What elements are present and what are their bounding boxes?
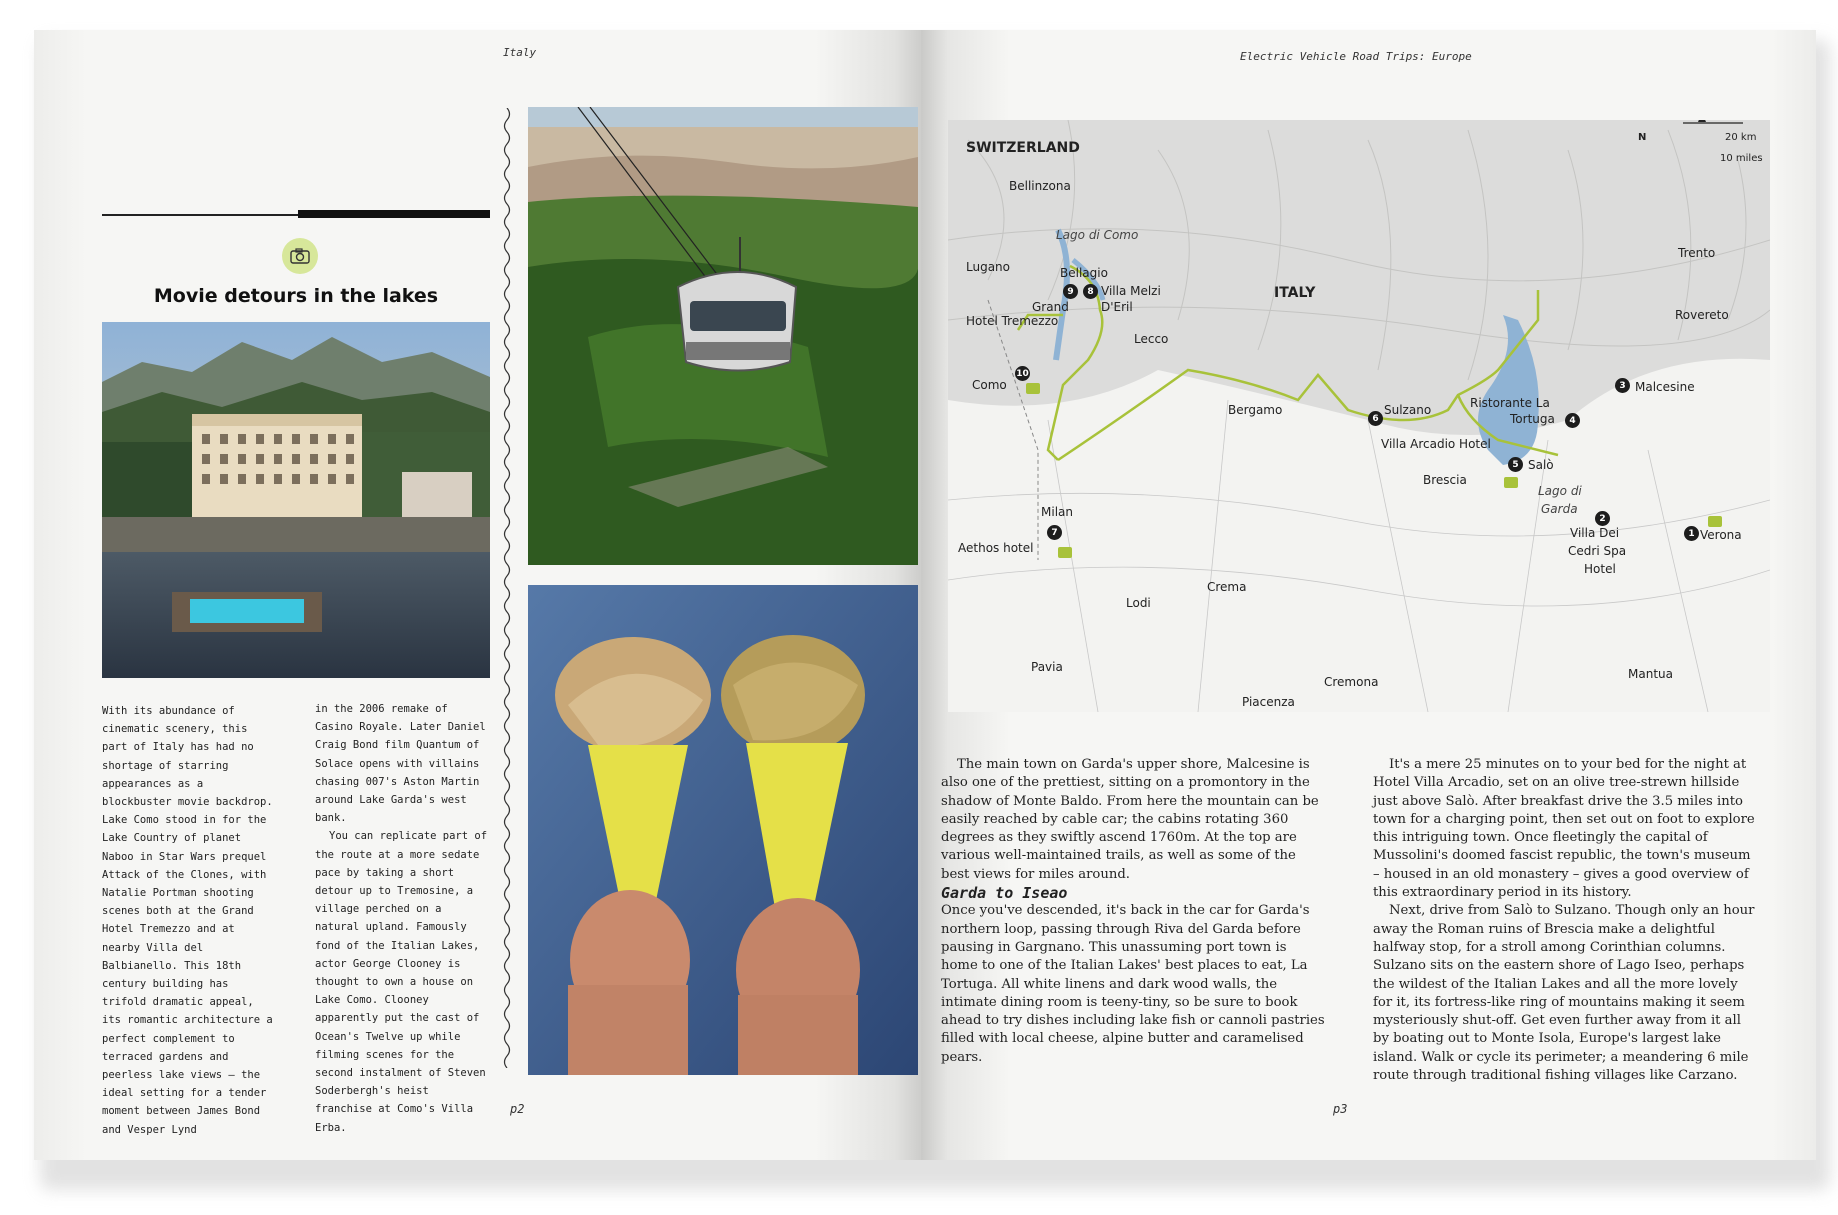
ev-charger-icon (1058, 547, 1072, 558)
map-stop-marker: 7 (1047, 525, 1062, 540)
map-label-lake: Lago di Como (1056, 228, 1139, 242)
cable-car-photo (528, 107, 918, 565)
map-place: Villa Melzi (1101, 284, 1161, 298)
map-place: Bellagio (1060, 266, 1108, 280)
map-place: Grand (1032, 300, 1069, 314)
map-stop-marker: 2 (1595, 511, 1610, 526)
section-subhead: Garda to Iseao (941, 884, 1068, 903)
ev-charger-icon (1708, 516, 1722, 527)
map-place: Lecco (1134, 332, 1169, 346)
north-arrow-icon (1698, 120, 1706, 122)
running-head-right: Electric Vehicle Road Trips: Europe (1240, 50, 1472, 63)
map-scale-km: 20 km (1725, 132, 1757, 143)
map-stop-marker: 9 (1063, 284, 1078, 299)
map-place: Crema (1207, 580, 1247, 594)
map-place: Como (972, 378, 1007, 392)
map-stop-marker: 4 (1565, 413, 1580, 428)
body-column-2 (1373, 756, 1758, 1085)
body-column-1 (941, 756, 1326, 1067)
map-place: Sulzano (1384, 403, 1432, 417)
gelato-photo (528, 585, 918, 1075)
body-paragraph: The main town on Garda's upper shore, Malcesine is also one of the prettiest, sitting on a promontory in the shadow of Monte Baldo. From here the mountain can be easily reached by cable car; the cabins rotating 360 degrees as they swiftly ascend 1760m. At the top are various well-maintained trails, as well as some of the best views for miles around. (941, 757, 1319, 882)
map-place: Aethos hotel (958, 541, 1034, 555)
map-stop-marker: 6 (1368, 411, 1383, 426)
map-stop-marker: 1 (1684, 526, 1699, 541)
camera-icon (282, 238, 318, 274)
map-place: Rovereto (1675, 308, 1729, 322)
map-stop-marker: 5 (1508, 457, 1523, 472)
map-label-lake: Lago di (1538, 484, 1582, 498)
map-place: Villa Arcadio Hotel (1381, 437, 1491, 451)
body-paragraph: Once you've descended, it's back in the car for Garda's northern loop, passing through Riva del Garda before pausing in Gargnano. This unassuming port town is home to one of the Italian Lakes' best places to eat, La Tortuga. All white linens and dark wood walls, the intimate dining room is teeny-tiny, so be sure to book ahead to try dishes including lake fish or cannoli pastries filled with local cheese, alpine butter and caramelised pears. (941, 903, 1325, 1065)
map-place: Pavia (1031, 660, 1063, 674)
map-place: Bellinzona (1009, 179, 1071, 193)
sidebar-rule (102, 210, 490, 218)
sidebar-paragraph: You can replicate part of the route at a more sedate pace by taking a short detour up to Tremosine, a village perched on a natural upland. Famously fond of the Italian Lakes, actor George Clooney is thought to own a house on Lake Como. Clooney apparently put the cast of Ocean's Twelve up while filming scenes for the second instalment of Steven Soderbergh's heist franchise at Como's Villa Erba. (315, 830, 488, 1134)
map-place: Trento (1678, 246, 1716, 260)
sidebar-paragraph: With its abundance of cinematic scenery, this part of Italy has had no shortage of starring appearances as a blockbuster movie backdrop. Lake Como stood in for the Lake Country of planet Naboo in Star Wars prequel Attack of the Clones, with Natalie Portman shooting scenes both at the Grand Hotel Tremezzo and at nearby Villa del Balbianello. This 18th century building has trifold dramatic appeal, its romantic architecture a perfect complement to terraced gardens and peerless lake views – the ideal setting for a tender moment between James Bond and Vesper Lynd (102, 705, 273, 1136)
ev-charger-icon (1026, 383, 1040, 394)
sidebar-column-1 (102, 702, 278, 1139)
map-place: Cremona (1324, 675, 1379, 689)
map-place: Tortuga (1510, 412, 1555, 426)
map-stop-marker: 8 (1083, 284, 1098, 299)
map-place: Hotel Tremezzo (966, 314, 1059, 328)
map-place: Bergamo (1228, 403, 1283, 417)
folio-left: p2 (510, 1102, 525, 1116)
map-label-lake: Garda (1541, 502, 1578, 516)
ev-charger-icon (1504, 477, 1518, 488)
route-map (948, 120, 1770, 712)
map-label-country: ITALY (1274, 285, 1316, 301)
hotel-tremezzo-photo (102, 322, 490, 678)
map-place: Piacenza (1242, 695, 1295, 709)
map-place: Lugano (966, 260, 1010, 274)
sidebar-title: Movie detours in the lakes (153, 285, 439, 307)
map-place: Cedri Spa (1568, 544, 1627, 558)
map-place: Salò (1528, 458, 1554, 472)
map-place: Hotel (1584, 562, 1616, 576)
body-paragraph: Next, drive from Salò to Sulzano. Though only an hour away the Roman ruins of Brescia make a delightful halfway stop, for a stroll among Corinthian columns. Sulzano sits on the eastern shore of Lago Iseo, perhaps the wildest of the Italian Lakes and all the more lovely for it, its fortress-like ring of mountains making it seem mysteriously shut-off. Get even further away from it all by boating out to Monte Isola, Europe's largest lake island. Walk or cycle its perimeter; a meandering 6 mile route through traditional fishing villages like Carzano. (1373, 903, 1755, 1084)
map-place: Mantua (1628, 667, 1673, 681)
map-stop-marker: 10 (1015, 366, 1030, 381)
map-scale-miles: 10 miles (1720, 153, 1763, 164)
running-head-left: Italy (503, 46, 537, 59)
map-place: D'Eril (1101, 300, 1133, 314)
map-place: Villa Dei (1570, 526, 1620, 540)
map-north-label: N (1638, 132, 1647, 143)
column-divider-wavy (502, 108, 512, 1068)
body-paragraph: It's a mere 25 minutes on to your bed for the night at Hotel Villa Arcadio, set on an olive tree-strewn hillside just above Salò. After breakfast drive the 3.5 miles into town for a charging point, then set out on foot to explore this intriguing town. Once fleetingly the capital of Mussolini's doomed fascist republic, the town's museum – housed in an old monastery – gives a good overview of this extraordinary period in its history. (1373, 757, 1755, 901)
sidebar-column-2 (315, 700, 491, 1137)
map-label-country: SWITZERLAND (966, 140, 1080, 156)
map-place: Malcesine (1635, 380, 1695, 394)
map-place: Milan (1041, 505, 1073, 519)
map-place: Verona (1700, 528, 1742, 542)
map-stop-marker: 3 (1615, 378, 1630, 393)
map-place: Lodi (1126, 596, 1151, 610)
map-place: Ristorante La (1470, 396, 1550, 410)
folio-right: p3 (1333, 1102, 1348, 1116)
map-place: Brescia (1423, 473, 1467, 487)
sidebar-paragraph: in the 2006 remake of Casino Royale. Later Daniel Craig Bond film Quantum of Solace opens with villains chasing 007's Aston Martin around Lake Garda's west bank. (315, 703, 486, 825)
